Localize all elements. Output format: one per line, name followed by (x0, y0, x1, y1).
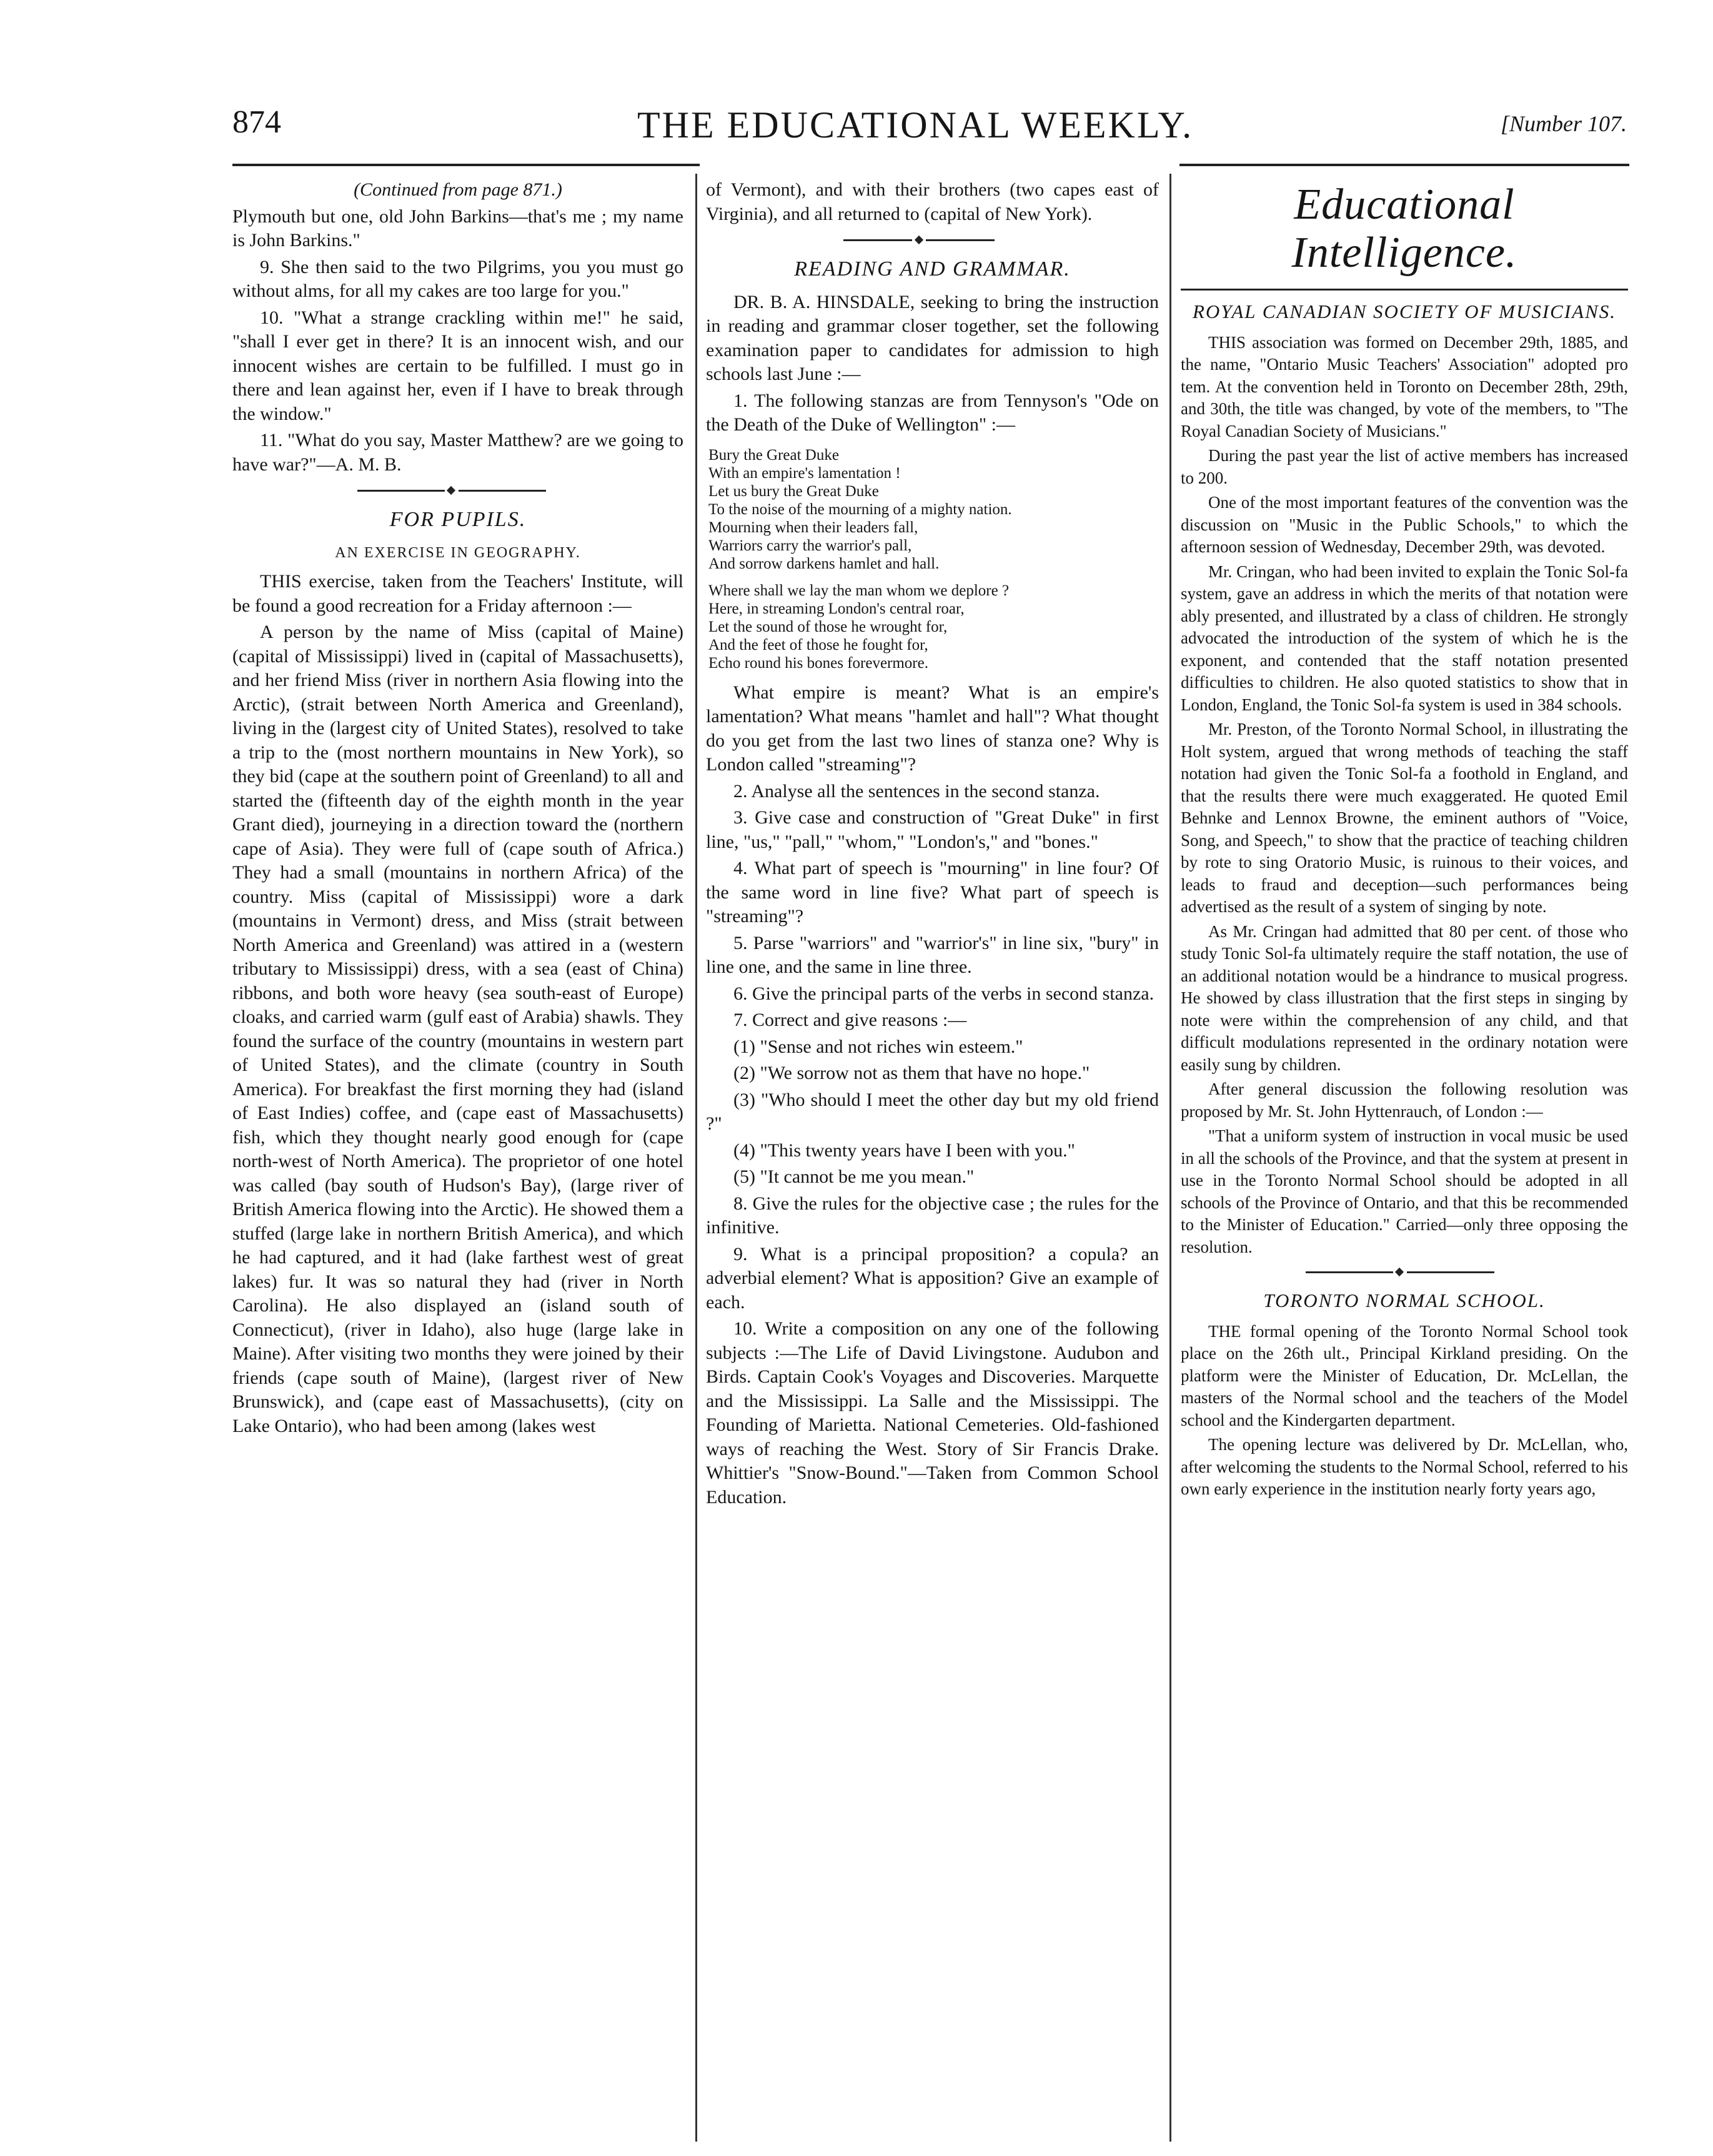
question-item: (5) "It cannot be me you mean." (733, 1166, 975, 1187)
question: 3. Give case and construction of "Great Duke" in first line, "us," "pall," "whom," "London's," and "bones." (706, 807, 1159, 852)
section-title-for-pupils: FOR PUPILS. (389, 508, 527, 531)
issue-number: [Number 107. (1500, 111, 1627, 136)
poem-stanza-1 (708, 446, 1159, 573)
poem-line: Warriors carry the warrior's pall, (708, 537, 912, 554)
section-divider (706, 230, 1159, 251)
paragraph: After general discussion the following resolution was proposed by Mr. St. John Hyttenrauch, of London :— (1181, 1080, 1628, 1121)
poem-stanza-2 (708, 582, 1159, 672)
column-2 (706, 178, 1159, 2146)
section-divider (232, 480, 683, 502)
section-title-toronto-normal-school: TORONTO NORMAL SCHOOL. (1263, 1289, 1546, 1311)
question: 8. Give the rules for the objective case ; the rules for the infinitive. (706, 1193, 1159, 1238)
question: 2. Analyse all the sentences in the second stanza. (733, 780, 1100, 802)
publication-title: THE EDUCATIONAL WEEKLY. (637, 104, 1194, 146)
question: 7. Correct and give reasons :— (733, 1010, 967, 1030)
paragraph: The opening lecture was delivered by Dr. McLellan, who, after welcoming the students to the Normal School, referred to his own early experience in the institution nearly forty years ago, (1181, 1435, 1628, 1498)
question: 10. Write a composition on any one of the following subjects :—The Life of David Livingstone. Audubon and Birds. Captain Cook's Voyages and Discoveries. Marquette and the Mississippi. La Salle and the Mississippi. The Founding of Marietta. National Cemeteries. Old-fashioned ways of reaching the West. Story of Sir Francis Drake. Whittier's "Snow-Bound."—Taken from Common School Education. (706, 1318, 1159, 1508)
section-divider (1181, 286, 1628, 294)
question: 9. What is a principal proposition? a copula? an adverbial element? What is apposition? Give an example of each. (706, 1243, 1159, 1313)
paragraph: DR. B. A. HINSDALE, seeking to bring the instruction in reading and grammar closer together, set the following examination paper to candidates for admission to high schools last June :— (706, 291, 1159, 384)
subheading: AN EXERCISE IN GEOGRAPHY. (335, 544, 581, 561)
question-item: (2) "We sorrow not as them that have no hope." (733, 1063, 1090, 1083)
paragraph: A person by the name of Miss (capital of Maine) (capital of Mississippi) lived in (capital of Massachusetts), and her friend Miss (river in northern Asia flowing into the Arctic), (strait between North America and Greenland), living in the (largest city of United States), resolved to take a trip to the (most northern mountains in New York), so they bid (cape at the southern point of Greenland) to all and started the (fifteenth day of the eighth month in the year Grant died), journeying in a direction toward the (northern cape of Asia). They were full of (cape south of Africa.) They had a small (mountains in northern Africa) of the country. Miss (capital of Mississippi) wore a dark (mountains in Vermont) dress, and Miss (strait between North America and Greenland) was attired in a (western tributary to Mississippi) dress, with a sea (east of China) ribbons, and both wore heavy (sea south-east of Europe) cloaks, and carried warm (gulf east of Arabia) shawls. They found the surface of the country (mountains in western part of United States), and the climate (country in South America). For breakfast the first morning they had (island of East Indies) coffee, and (cape east of Massachusetts) fish, which they thought nearly good enough for (cape north-west of North America). The proprietor of one hotel was called (bay south of Hudson's Bay), (large river of British America flowing into the Arctic). He showed them a stuffed (large lake in northern British America), and which he had captured, and it had (lake farthest west of great lakes) fur. It was so natural they had (river in North Carolina). He also displayed an (island south of Connecticut), (river in Idaho), also huge (large lake in Maine). After visiting two months they were joined by their friends (cape south of Maine), (largest river of New Brunswick), and (cape east of Massachusetts), (city on Lake Ontario), who had been among (lakes west (232, 622, 683, 1436)
paragraph: 11. "What do you say, Master Matthew? are we going to have war?"—A. M. B. (232, 430, 683, 475)
question-item: (4) "This twenty years have I been with you." (733, 1140, 1075, 1161)
paragraph: 10. "What a strange crackling within me!" he said, "shall I ever get in there? It is an innocent wish, and our innocent wishes are certain to be fulfilled. I must go in there and lean against her, even if I have to break through the window." (232, 307, 683, 424)
paragraph: One of the most important features of the convention was the discussion on "Music in the Public Schools," to which the afternoon session of Wednesday, December 29th, was devoted. (1181, 493, 1628, 556)
column-1 (232, 178, 683, 2146)
question: 4. What part of speech is "mourning" in line four? Of the same word in line five? What part of speech is "streaming"? (706, 858, 1159, 926)
poem-line: And sorrow darkens hamlet and hall. (708, 555, 940, 572)
section-title-royal-canadian-society: ROYAL CANADIAN SOCIETY OF MUSICIANS. (1192, 301, 1617, 322)
masthead-educational-intelligence: Educational Intelligence. (1291, 181, 1517, 277)
question-item: (1) "Sense and not riches win esteem." (733, 1036, 1023, 1057)
question: 1. The following stanzas are from Tennyson's "Ode on the Death of the Duke of Wellington" :— (706, 390, 1159, 435)
question: 5. Parse "warriors" and "warrior's" in line six, "bury" in line one, and the same in line three. (706, 932, 1159, 977)
poem-line: Let the sound of those he wrought for, (708, 618, 948, 635)
paragraph: As Mr. Cringan had admitted that 80 per cent. of those who study Tonic Sol-fa ultimately require the staff notation, the use of an additional notation would be a hindrance to musical progress. He showed by class illustration that the first steps in singing by note were within the comprehension of any child, and that difficult modulations represented in the ordinary notation were easily sung by children. (1181, 922, 1628, 1074)
paragraph: 9. She then said to the two Pilgrims, you you must go without alms, for all my cakes are too large for you." (232, 256, 683, 301)
paragraph: Mr. Cringan, who had been invited to explain the Tonic Sol-fa system, gave an address in which the merits of that notation were ably presented, and illustrated by a class of children. He strongly advocated the introduction of the system of which he is the exponent, and contended that the staff notation presented difficulties to children. He also quoted statistics to show that in London, England, the Tonic Sol-fa system is used in 384 schools. (1181, 562, 1628, 714)
paragraph: During the past year the list of active members has increased to 200. (1181, 446, 1628, 487)
page-number: 874 (232, 104, 281, 140)
poem-line: Here, in streaming London's central roar, (708, 600, 965, 617)
continued-note: (Continued from page 871.) (354, 179, 562, 200)
paragraph: Mr. Preston, of the Toronto Normal School, in illustrating the Holt system, argued that wrong methods of teaching the staff notation had given the Tonic Sol-fa a foothold in England, and that the results there were much exaggerated. He quoted Emil Behnke and Lennox Browne, the eminent authors of "Voice, Song, and Speech," to show that the practice of teaching children by rote to sing Oratorio Music, is ruinous to their voices, and leads to fraud and deception—such performances being advertised as the result of a system of singing by note. (1181, 720, 1628, 916)
poem-line: Let us bury the Great Duke (708, 482, 879, 500)
paragraph: Plymouth but one, old John Barkins—that's me ; my name is John Barkins." (232, 206, 683, 251)
header-rule-right (1179, 164, 1629, 166)
question: What empire is meant? What is an empire's lamentation? What means "hamlet and hall"? What thought do you get from the last two lines of stanza one? Why is London called "streaming"? (706, 682, 1159, 775)
poem-line: Bury the Great Duke (708, 446, 839, 464)
section-title-reading-grammar: READING AND GRAMMAR. (794, 257, 1071, 281)
section-divider (1181, 1262, 1628, 1283)
column-divider-1 (695, 174, 697, 2142)
poem-line: With an empire's lamentation ! (708, 464, 901, 482)
question-item: (3) "Who should I meet the other day but my old friend ?" (706, 1089, 1159, 1134)
paragraph: THIS exercise, taken from the Teachers' Institute, will be found a good recreation for a Friday afternoon :— (232, 571, 683, 616)
question: 6. Give the principal parts of the verbs in second stanza. (733, 983, 1154, 1004)
column-3 (1181, 178, 1628, 2146)
poem-line: Where shall we lay the man whom we deplore ? (708, 582, 1010, 599)
paragraph: of Vermont), and with their brothers (two capes east of Virginia), and all returned to (capital of New York). (706, 179, 1159, 224)
poem-line: To the noise of the mourning of a mighty nation. (708, 500, 1012, 518)
paragraph: THE formal opening of the Toronto Normal School took place on the 26th ult., Principal Kirkland presiding. On the platform were the Minister of Education, Dr. McLellan, the masters of the Normal school and the teachers of the Model school and the Kindergarten department. (1181, 1321, 1628, 1429)
poem-line: And the feet of those he fought for, (708, 636, 928, 653)
poem-line: Echo round his bones forevermore. (708, 654, 928, 672)
header-rule-left (232, 164, 700, 166)
column-divider-2 (1169, 174, 1171, 2142)
paragraph: THIS association was formed on December 29th, 1885, and the name, "Ontario Music Teachers' Association" adopted pro tem. At the convention held in Toronto on December 28th, 29th, and 30th, the title was changed, by vote of the members, to "The Royal Canadian Society of Musicians." (1181, 332, 1628, 440)
poem-line: Mourning when their leaders fall, (708, 519, 918, 536)
paragraph: "That a uniform system of instruction in vocal music be used in all the schools of the Province, and that the system at present in use in the Toronto Normal School should be adopted in all schools of the Province of Ontario, and that this be recommended to the Minister of Education." Carried—only three opposing the resolution. (1181, 1126, 1628, 1256)
